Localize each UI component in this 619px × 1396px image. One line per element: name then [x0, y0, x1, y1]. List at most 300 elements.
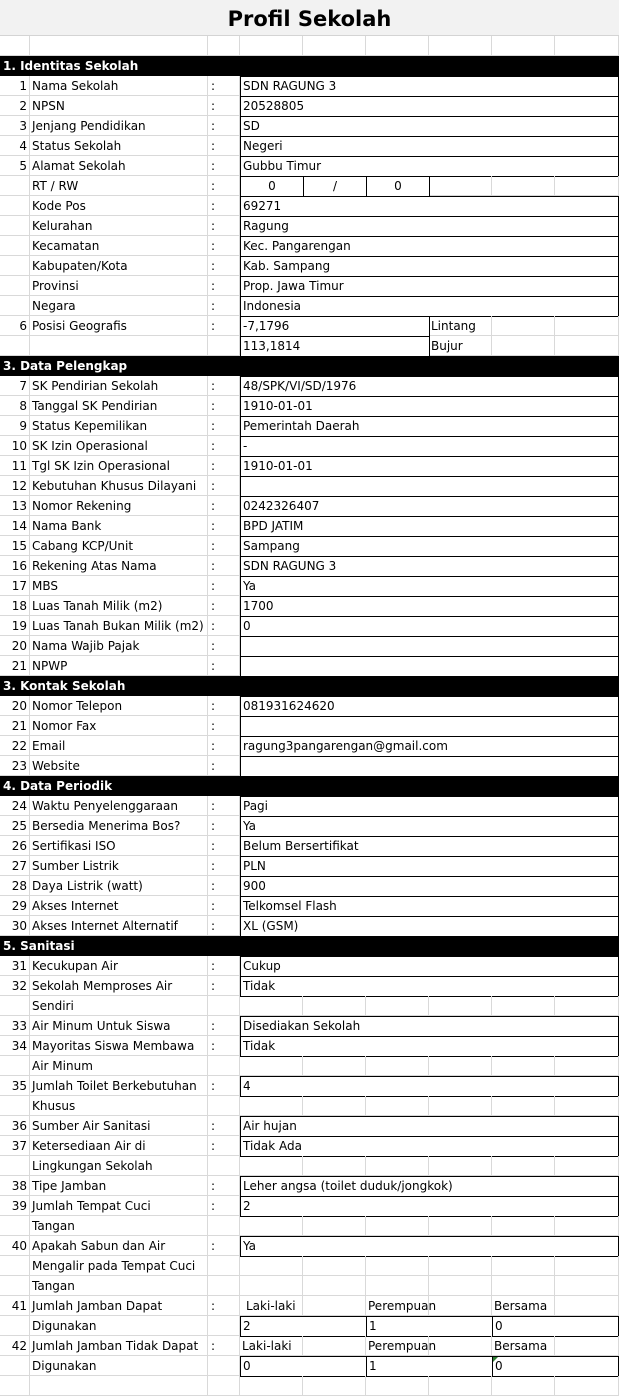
row-number [0, 1316, 30, 1336]
value-field[interactable]: 69271 [240, 196, 619, 217]
row-colon [208, 996, 240, 1016]
value-field[interactable] [240, 656, 619, 677]
row-label [30, 36, 208, 56]
value-field[interactable]: ragung3pangarengan@gmail.com [240, 736, 619, 757]
row-number [0, 296, 30, 316]
cell-g1 [240, 36, 303, 56]
value-field[interactable]: Kab. Sampang [240, 256, 619, 277]
header-bersama: Bersama [494, 1339, 548, 1353]
row-label: Negara [30, 296, 208, 316]
row-number: 28 [0, 876, 30, 896]
cell-g6 [555, 1056, 619, 1076]
row-label: Sertifikasi ISO [30, 836, 208, 856]
value-field[interactable]: Ragung [240, 216, 619, 237]
row-label: Kabupaten/Kota [30, 256, 208, 276]
row-label: Kecukupan Air [30, 956, 208, 976]
row-colon: : [208, 496, 240, 516]
laki-laki-field[interactable]: 0 [240, 1356, 367, 1377]
row-colon: : [208, 1296, 240, 1316]
field-row-kontak [0, 736, 619, 756]
field-row-continuation [0, 996, 619, 1016]
row-number: 7 [0, 376, 30, 396]
cell-g5 [492, 336, 555, 356]
cell-g3 [366, 1096, 429, 1116]
cell-g1 [240, 1156, 303, 1176]
row-label: Bersedia Menerima Bos? [30, 816, 208, 836]
row-label [30, 336, 208, 356]
row-colon: : [208, 1336, 240, 1356]
value-field[interactable]: Ya [240, 816, 619, 837]
row-label: Sumber Air Sanitasi [30, 1116, 208, 1136]
value-field[interactable]: 1910-01-01 [240, 396, 619, 417]
field-row-kontak [0, 756, 619, 776]
row-label: Nama Sekolah [30, 76, 208, 96]
row-colon: : [208, 816, 240, 836]
row-colon: : [208, 516, 240, 536]
value-field[interactable] [240, 636, 619, 657]
rw-field[interactable]: 0 [366, 176, 430, 197]
row-label: Sumber Listrik [30, 856, 208, 876]
row-number: 14 [0, 516, 30, 536]
field-row-kabupaten [0, 256, 619, 276]
field-row-pelengkap [0, 416, 619, 436]
cell-g4 [429, 176, 492, 196]
value-field[interactable]: Tidak [240, 976, 619, 997]
cell-g4 [429, 1056, 492, 1076]
row-label: Apakah Sabun dan Air [30, 1236, 208, 1256]
field-row-sanitasi [0, 1116, 619, 1136]
field-row-periodik [0, 896, 619, 916]
row-label: Luas Tanah Milik (m2) [30, 596, 208, 616]
value-field[interactable]: 48/SPK/VI/SD/1976 [240, 376, 619, 397]
value-field[interactable]: Kec. Pangarengan [240, 236, 619, 257]
row-number: 26 [0, 836, 30, 856]
field-row-alamat [0, 156, 619, 176]
row-colon: : [208, 856, 240, 876]
cell-g2 [303, 1256, 366, 1276]
cell-g2 [303, 1156, 366, 1176]
value-field[interactable]: Prop. Jawa Timur [240, 276, 619, 297]
cell-g4 [429, 1096, 492, 1116]
row-number: 18 [0, 596, 30, 616]
cell-g2 [303, 1296, 366, 1316]
cell-g4 [429, 1156, 492, 1176]
value-field[interactable] [240, 756, 619, 777]
row-label: Nomor Fax [30, 716, 208, 736]
value-field[interactable]: Cukup [240, 956, 619, 977]
row-number: 15 [0, 536, 30, 556]
value-field[interactable]: BPD JATIM [240, 516, 619, 537]
row-number: 34 [0, 1036, 30, 1056]
section-sanitasi: 5. Sanitasi [0, 936, 619, 956]
row-colon: : [208, 896, 240, 916]
row-number: 23 [0, 756, 30, 776]
row-number: 10 [0, 436, 30, 456]
value-field[interactable]: 1910-01-01 [240, 456, 619, 477]
row-number: 12 [0, 476, 30, 496]
row-colon [208, 1276, 240, 1296]
field-row-sanitasi [0, 1016, 619, 1036]
cell-g1 [240, 1216, 303, 1236]
cell-g6 [555, 316, 619, 336]
value-field[interactable]: 0 [240, 616, 619, 637]
cell-g1 [240, 1276, 303, 1296]
field-row-sanitasi [0, 956, 619, 976]
row-colon: : [208, 436, 240, 456]
row-label: Jumlah Jamban Tidak Dapat [30, 1336, 208, 1356]
perempuan-field[interactable]: 1 [366, 1356, 493, 1377]
cell-g5 [492, 1216, 555, 1236]
value-field[interactable]: Gubbu Timur [240, 156, 619, 177]
field-row-sanitasi [0, 1076, 619, 1096]
row-colon: : [208, 1236, 240, 1256]
value-field[interactable]: Sampang [240, 536, 619, 557]
section-pelengkap: 3. Data Pelengkap [0, 356, 619, 376]
cell-g5 [492, 1096, 555, 1116]
value-field[interactable]: Telkomsel Flash [240, 896, 619, 917]
row-number: 8 [0, 396, 30, 416]
row-number [0, 1376, 30, 1396]
cell-g5 [492, 1376, 555, 1396]
row-number: 42 [0, 1336, 30, 1356]
cell-g5 [492, 996, 555, 1016]
field-row-kodepos [0, 196, 619, 216]
rt-field[interactable]: 0 [240, 176, 304, 197]
cell-g5 [492, 1056, 555, 1076]
row-number: 33 [0, 1016, 30, 1036]
row-number: 21 [0, 656, 30, 676]
row-colon [208, 36, 240, 56]
row-label: Nama Bank [30, 516, 208, 536]
bujur-label: Bujur [431, 339, 463, 353]
field-row-periodik [0, 876, 619, 896]
row-label: Sendiri [30, 996, 208, 1016]
bujur-field[interactable]: 113,1814 [240, 336, 430, 357]
lintang-field[interactable]: -7,1796 [240, 316, 430, 337]
value-field[interactable] [240, 476, 619, 497]
cell-g6 [555, 996, 619, 1016]
row-colon: : [208, 696, 240, 716]
field-row-sanitasi [0, 1036, 619, 1056]
value-field[interactable]: SDN RAGUNG 3 [240, 556, 619, 577]
row-number: 32 [0, 976, 30, 996]
row-label: Alamat Sekolah [30, 156, 208, 176]
row-colon: : [208, 556, 240, 576]
field-row-kecamatan [0, 236, 619, 256]
row-colon [208, 1356, 240, 1376]
row-number [0, 256, 30, 276]
row-colon: : [208, 256, 240, 276]
field-row-periodik [0, 796, 619, 816]
section-identitas: 1. Identitas Sekolah [0, 56, 619, 76]
row-colon: : [208, 376, 240, 396]
row-label: Lingkungan Sekolah [30, 1156, 208, 1176]
row-colon: : [208, 736, 240, 756]
field-row-continuation [0, 1256, 619, 1276]
page-title: Profil Sekolah [0, 0, 619, 36]
row-label: Kelurahan [30, 216, 208, 236]
row-colon: : [208, 296, 240, 316]
value-field[interactable]: Ya [240, 576, 619, 597]
row-number: 37 [0, 1136, 30, 1156]
value-field[interactable]: Tidak Ada [240, 1136, 619, 1157]
cell-g5 [492, 1156, 555, 1176]
row-number: 11 [0, 456, 30, 476]
field-row-jamban-values [0, 1316, 619, 1336]
row-label: Digunakan [30, 1316, 208, 1336]
row-number: 22 [0, 736, 30, 756]
row-number [0, 1156, 30, 1176]
row-number: 27 [0, 856, 30, 876]
row-colon: : [208, 476, 240, 496]
row-colon: : [208, 796, 240, 816]
row-colon: : [208, 136, 240, 156]
row-label: Jumlah Jamban Dapat [30, 1296, 208, 1316]
field-row-continuation [0, 1096, 619, 1116]
field-row-pelengkap [0, 556, 619, 576]
field-row-periodik [0, 856, 619, 876]
cell-g3 [366, 1156, 429, 1176]
row-label: Posisi Geografis [30, 316, 208, 336]
row-number [0, 36, 30, 56]
header-laki-laki: Laki-laki [246, 1299, 296, 1313]
value-field[interactable]: 20528805 [240, 96, 619, 117]
field-row-negara [0, 296, 619, 316]
cell-g6 [555, 1096, 619, 1116]
row-label: Tanggal SK Pendirian [30, 396, 208, 416]
row-label: Air Minum Untuk Siswa [30, 1016, 208, 1036]
row-label: Kode Pos [30, 196, 208, 216]
cell-g6 [555, 1156, 619, 1176]
row-label: Akses Internet [30, 896, 208, 916]
row-colon: : [208, 656, 240, 676]
field-row-periodik [0, 816, 619, 836]
cell-g6 [555, 36, 619, 56]
value-field[interactable]: Disediakan Sekolah [240, 1016, 619, 1037]
cell-g1 [240, 1376, 303, 1396]
value-field[interactable]: - [240, 436, 619, 457]
row-label: Luas Tanah Bukan Milik (m2) [30, 616, 208, 636]
field-row-periodik [0, 836, 619, 856]
field-row-posisi [0, 316, 619, 336]
row-number: 25 [0, 816, 30, 836]
row-colon: : [208, 196, 240, 216]
row-colon: : [208, 1076, 240, 1096]
row-colon: : [208, 1136, 240, 1156]
value-field[interactable]: Pemerintah Daerah [240, 416, 619, 437]
field-row-continuation [0, 1276, 619, 1296]
value-field[interactable]: Pagi [240, 796, 619, 817]
lintang-label: Lintang [431, 319, 476, 333]
row-colon [208, 1256, 240, 1276]
field-row-status [0, 136, 619, 156]
value-field[interactable] [240, 716, 619, 737]
cell-g3 [366, 36, 429, 56]
row-colon: : [208, 176, 240, 196]
row-number: 4 [0, 136, 30, 156]
cell-g5 [492, 1256, 555, 1276]
row-label: Akses Internet Alternatif [30, 916, 208, 936]
value-field[interactable]: PLN [240, 856, 619, 877]
row-label: Daya Listrik (watt) [30, 876, 208, 896]
row-label: Cabang KCP/Unit [30, 536, 208, 556]
row-number: 16 [0, 556, 30, 576]
row-colon: : [208, 416, 240, 436]
bersama-field[interactable]: 0 [492, 1356, 619, 1377]
row-label: Khusus [30, 1096, 208, 1116]
row-label: Jumlah Tempat Cuci [30, 1196, 208, 1216]
field-row-kelurahan [0, 216, 619, 236]
row-colon: : [208, 636, 240, 656]
cell-g5 [492, 316, 555, 336]
field-row-pelengkap [0, 516, 619, 536]
row-colon: : [208, 1036, 240, 1056]
blank-row [0, 36, 619, 56]
value-field[interactable]: 1700 [240, 596, 619, 617]
value-field[interactable]: 0242326407 [240, 496, 619, 517]
field-row-pelengkap [0, 496, 619, 516]
cell-g6 [555, 176, 619, 196]
field-row-pelengkap [0, 396, 619, 416]
row-colon: : [208, 596, 240, 616]
row-number: 2 [0, 96, 30, 116]
row-number: 20 [0, 636, 30, 656]
cell-g3 [366, 1216, 429, 1236]
row-colon: : [208, 1016, 240, 1036]
row-number: 31 [0, 956, 30, 976]
field-row-pelengkap [0, 436, 619, 456]
cell-g4 [429, 1376, 492, 1396]
row-label: Mayoritas Siswa Membawa [30, 1036, 208, 1056]
row-label: Nomor Rekening [30, 496, 208, 516]
field-row-sanitasi [0, 976, 619, 996]
cell-g6 [555, 1336, 619, 1356]
bersama-field[interactable]: 0 [492, 1316, 619, 1337]
field-row-pelengkap [0, 536, 619, 556]
cell-g2 [303, 1096, 366, 1116]
field-row-pelengkap [0, 616, 619, 636]
field-row-sanitasi [0, 1196, 619, 1216]
profile-sheet [0, 36, 619, 1396]
header-perempuan: Perempuan [368, 1299, 437, 1313]
row-label: RT / RW [30, 176, 208, 196]
value-field[interactable]: 2 [240, 1196, 619, 1217]
row-label: SK Pendirian Sekolah [30, 376, 208, 396]
field-row-continuation [0, 1216, 619, 1236]
row-number: 17 [0, 576, 30, 596]
value-field[interactable]: Belum Bersertifikat [240, 836, 619, 857]
value-field[interactable]: Air hujan [240, 1116, 619, 1137]
cell-g4 [429, 1276, 492, 1296]
value-field[interactable]: 081931624620 [240, 696, 619, 717]
cell-g6 [555, 1376, 619, 1396]
comment-indicator-icon [493, 1357, 498, 1362]
row-colon [208, 1096, 240, 1116]
row-label: Tangan [30, 1216, 208, 1236]
field-row-pelengkap [0, 636, 619, 656]
cell-g6 [555, 1216, 619, 1236]
field-row-rtrw [0, 176, 619, 196]
row-colon: : [208, 76, 240, 96]
row-label: Nomor Telepon [30, 696, 208, 716]
row-label: NPSN [30, 96, 208, 116]
field-row-kontak [0, 716, 619, 736]
cell-g4 [429, 996, 492, 1016]
value-field[interactable]: SD [240, 116, 619, 137]
value-field[interactable]: Negeri [240, 136, 619, 157]
row-label: Air Minum [30, 1056, 208, 1076]
row-label: Email [30, 736, 208, 756]
field-row-pelengkap [0, 656, 619, 676]
row-colon: : [208, 716, 240, 736]
field-row-continuation [0, 1056, 619, 1076]
laki-laki-field[interactable]: 2 [240, 1316, 367, 1337]
row-label: Tipe Jamban [30, 1176, 208, 1196]
row-number [0, 1096, 30, 1116]
value-field[interactable]: Tidak [240, 1036, 619, 1057]
cell-g3 [366, 1276, 429, 1296]
row-colon: : [208, 456, 240, 476]
row-number: 41 [0, 1296, 30, 1316]
row-colon: : [208, 616, 240, 636]
cell-g2 [303, 996, 366, 1016]
row-number [0, 276, 30, 296]
row-label: Mengalir pada Tempat Cuci [30, 1256, 208, 1276]
header-bersama: Bersama [494, 1299, 548, 1313]
value-field[interactable]: Indonesia [240, 296, 619, 317]
value-field[interactable]: 900 [240, 876, 619, 897]
row-number [0, 336, 30, 356]
row-label: Sekolah Memproses Air [30, 976, 208, 996]
row-number: 40 [0, 1236, 30, 1256]
field-row-sanitasi [0, 1136, 619, 1156]
row-number [0, 1256, 30, 1276]
field-row-jamban-values [0, 1356, 619, 1376]
row-label: Rekening Atas Nama [30, 556, 208, 576]
row-colon: : [208, 316, 240, 336]
field-row-pelengkap [0, 476, 619, 496]
cell-g4 [429, 36, 492, 56]
row-colon: : [208, 216, 240, 236]
field-row-jenjang [0, 116, 619, 136]
cell-g3 [366, 1376, 429, 1396]
value-field[interactable]: SDN RAGUNG 3 [240, 76, 619, 97]
value-field[interactable]: XL (GSM) [240, 916, 619, 937]
row-colon: : [208, 836, 240, 856]
value-field[interactable]: 4 [240, 1076, 619, 1097]
perempuan-field[interactable]: 1 [366, 1316, 493, 1337]
field-row-pelengkap [0, 576, 619, 596]
row-colon [208, 1156, 240, 1176]
row-number: 20 [0, 696, 30, 716]
row-colon: : [208, 876, 240, 896]
row-colon: : [208, 916, 240, 936]
cell-g5 [492, 36, 555, 56]
cell-g5 [492, 176, 555, 196]
row-colon: : [208, 116, 240, 136]
value-field[interactable]: Leher angsa (toilet duduk/jongkok) [240, 1176, 619, 1197]
cell-g6 [555, 1276, 619, 1296]
row-colon [208, 1376, 240, 1396]
row-colon: : [208, 396, 240, 416]
field-row-pelengkap [0, 376, 619, 396]
cell-g6 [555, 1256, 619, 1276]
section-kontak: 3. Kontak Sekolah [0, 676, 619, 696]
row-number: 1 [0, 76, 30, 96]
cell-g6 [555, 336, 619, 356]
cell-g3 [366, 996, 429, 1016]
value-field[interactable]: Ya [240, 1236, 619, 1257]
